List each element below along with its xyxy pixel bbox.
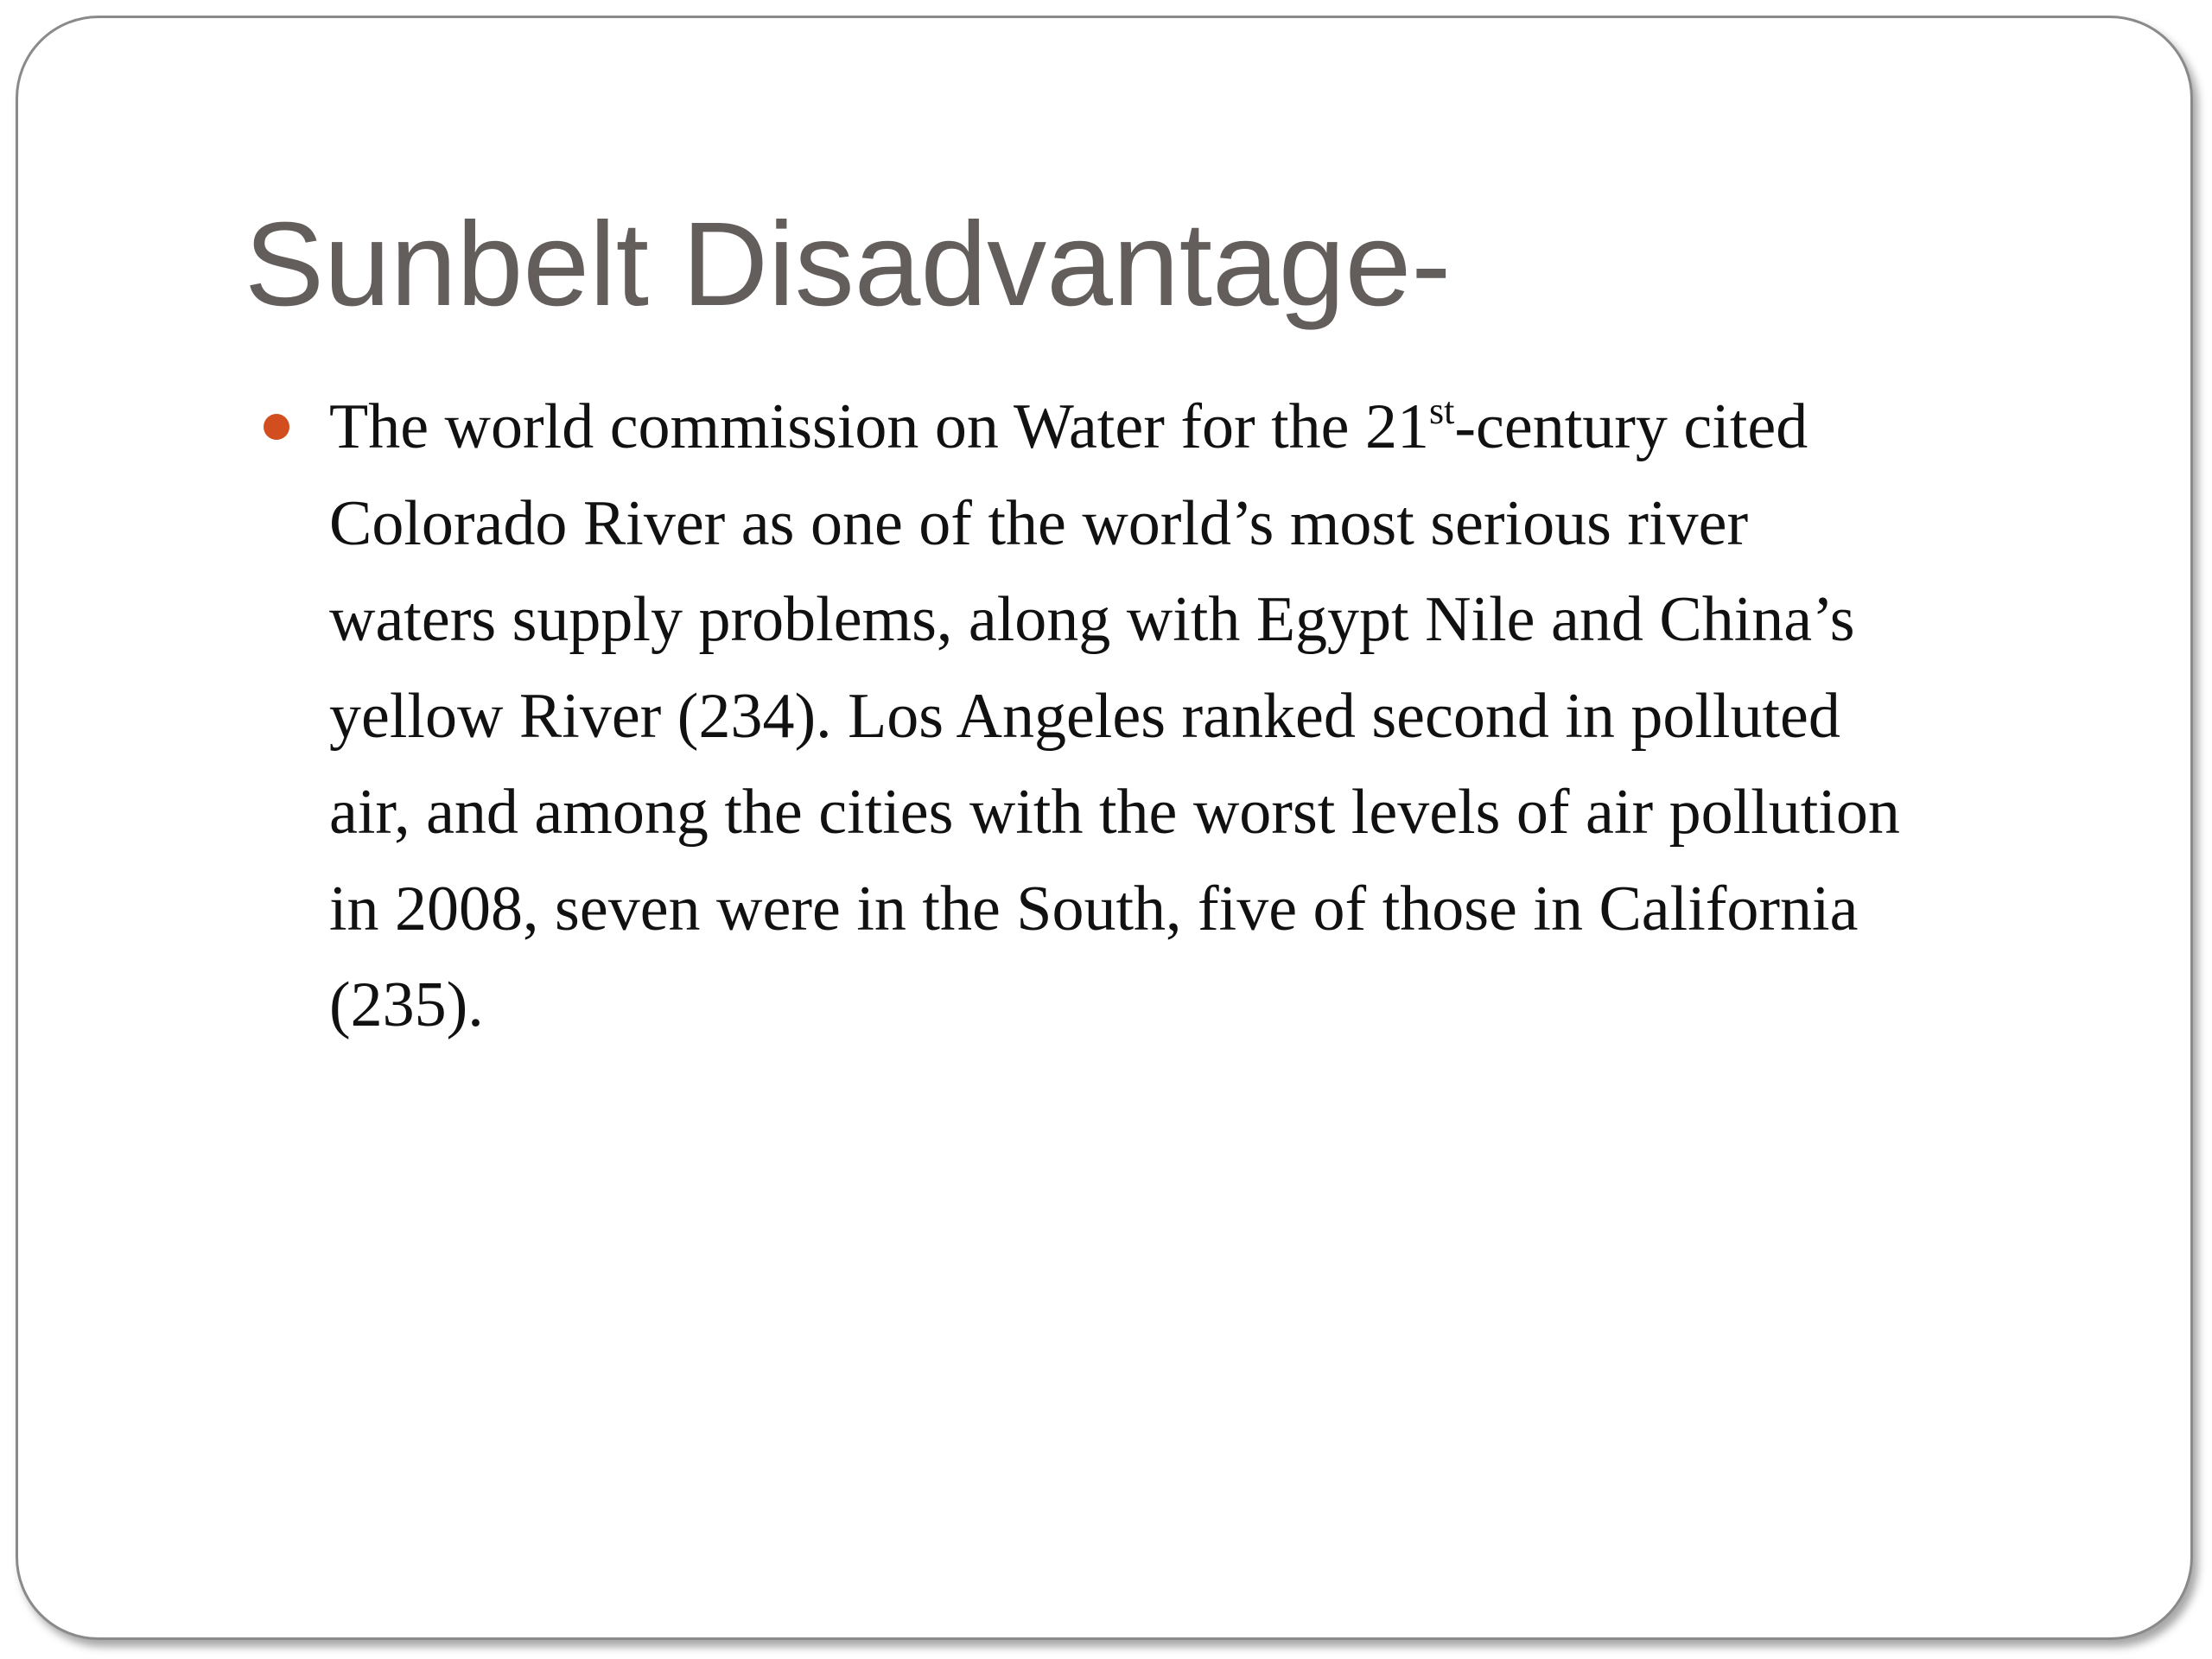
- bullet-line-1-end: -century cited: [1454, 391, 1808, 462]
- ordinal-suffix: st: [1429, 390, 1455, 432]
- bullet-line-4: yellow River (234). Los Angeles ranked second in polluted: [329, 680, 1840, 752]
- bullet-line-6: in 2008, seven were in the South, five of those in California: [329, 873, 1859, 944]
- slide-title: Sunbelt Disadvantage-: [245, 198, 1452, 331]
- bullet-dot-icon: [264, 414, 289, 440]
- bullet-line-1: [329, 379, 2144, 476]
- bullet-line-5: air, and among the cities with the worst levels of air pollution: [329, 777, 1900, 848]
- bullet-line-2: Colorado River as one of the world’s most serious river: [329, 487, 1749, 559]
- slide-frame: [16, 16, 2193, 1640]
- bullet-line-3: waters supply problems, along with Egypt Nile and China’s: [329, 584, 1855, 655]
- bullet-text: [329, 379, 2144, 1054]
- bullet-line-1-start: The world commission on Water for the 21: [329, 391, 1430, 462]
- bullet-line-7: (235).: [329, 969, 484, 1040]
